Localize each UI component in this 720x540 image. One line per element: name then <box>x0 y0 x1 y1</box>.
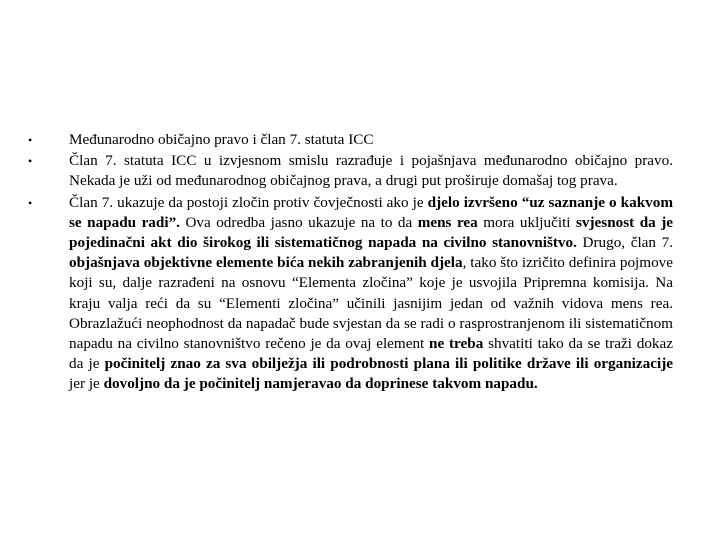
emphasized-text: počinitelj znao za sva obilježja ili podrobnosti plana ili politike države ili organizacije <box>104 355 673 373</box>
slide-body <box>28 130 673 396</box>
bullet-text <box>69 193 673 395</box>
emphasized-text: djelo izvršeno “uz saznanje o kakvom se napadu radi”. <box>69 193 673 231</box>
emphasized-text: mens rea <box>417 213 478 231</box>
body-text: mora uključiti <box>477 213 576 231</box>
bullet-list <box>28 130 673 395</box>
body-text: Međunarodno običajno pravo i član 7. statuta ICC <box>69 131 374 148</box>
bullet-icon: • <box>28 154 33 169</box>
bullet-text <box>69 151 673 191</box>
bullet-item <box>28 151 673 191</box>
bullet-item <box>28 130 673 150</box>
emphasized-text: dovoljno da je počinitelj namjeravao da doprinese takvom napadu. <box>103 375 538 393</box>
body-text: Drugo, član 7. <box>576 234 673 252</box>
emphasized-text: objašnjava objektivne elemente bića nekih zabranjenih djela <box>69 254 463 272</box>
body-text: Član 7. ukazuje da postoji zločin protiv čovječnosti ako je <box>69 193 428 211</box>
bullet-item <box>28 193 673 395</box>
bullet-icon: • <box>28 195 33 210</box>
body-text: Član 7. statuta ICC u izvjesnom smislu razrađuje i pojašnjava međunarodno običajno pravo. Nekada je uži od međunarodnog običajnog prava, a drugi put proširuje domašaj tog prava. <box>69 152 673 190</box>
body-text: jer je <box>69 375 104 393</box>
body-text: shvatiti tako da se traži dokaz da je <box>69 335 674 373</box>
bullet-icon: • <box>28 133 33 147</box>
emphasized-text: ne treba <box>429 335 484 353</box>
emphasized-text: svjesnost da je pojedinačni akt dio širokog ili sistematičnog napada na civilno stanovništvo. <box>69 213 674 252</box>
body-text: , tako što izričito definira pojmove koji su, dalje razrađeni na osnovu “Elementa zločina” koje je usvojila Pripremna komisija. Na kraju valja reći da su “Elementi zločina” učinili jasnijim jedan od važnih vidova mens rea. Obrazlažući neophodnost da napadač bude svjestan da se radi o rasprostranjenom ili sistematičnom napadu na civilno stanovništvo rečeno je da ovaj element <box>69 254 673 353</box>
bullet-text <box>69 130 673 150</box>
body-text: Ova odredba jasno ukazuje na to da <box>179 213 418 231</box>
